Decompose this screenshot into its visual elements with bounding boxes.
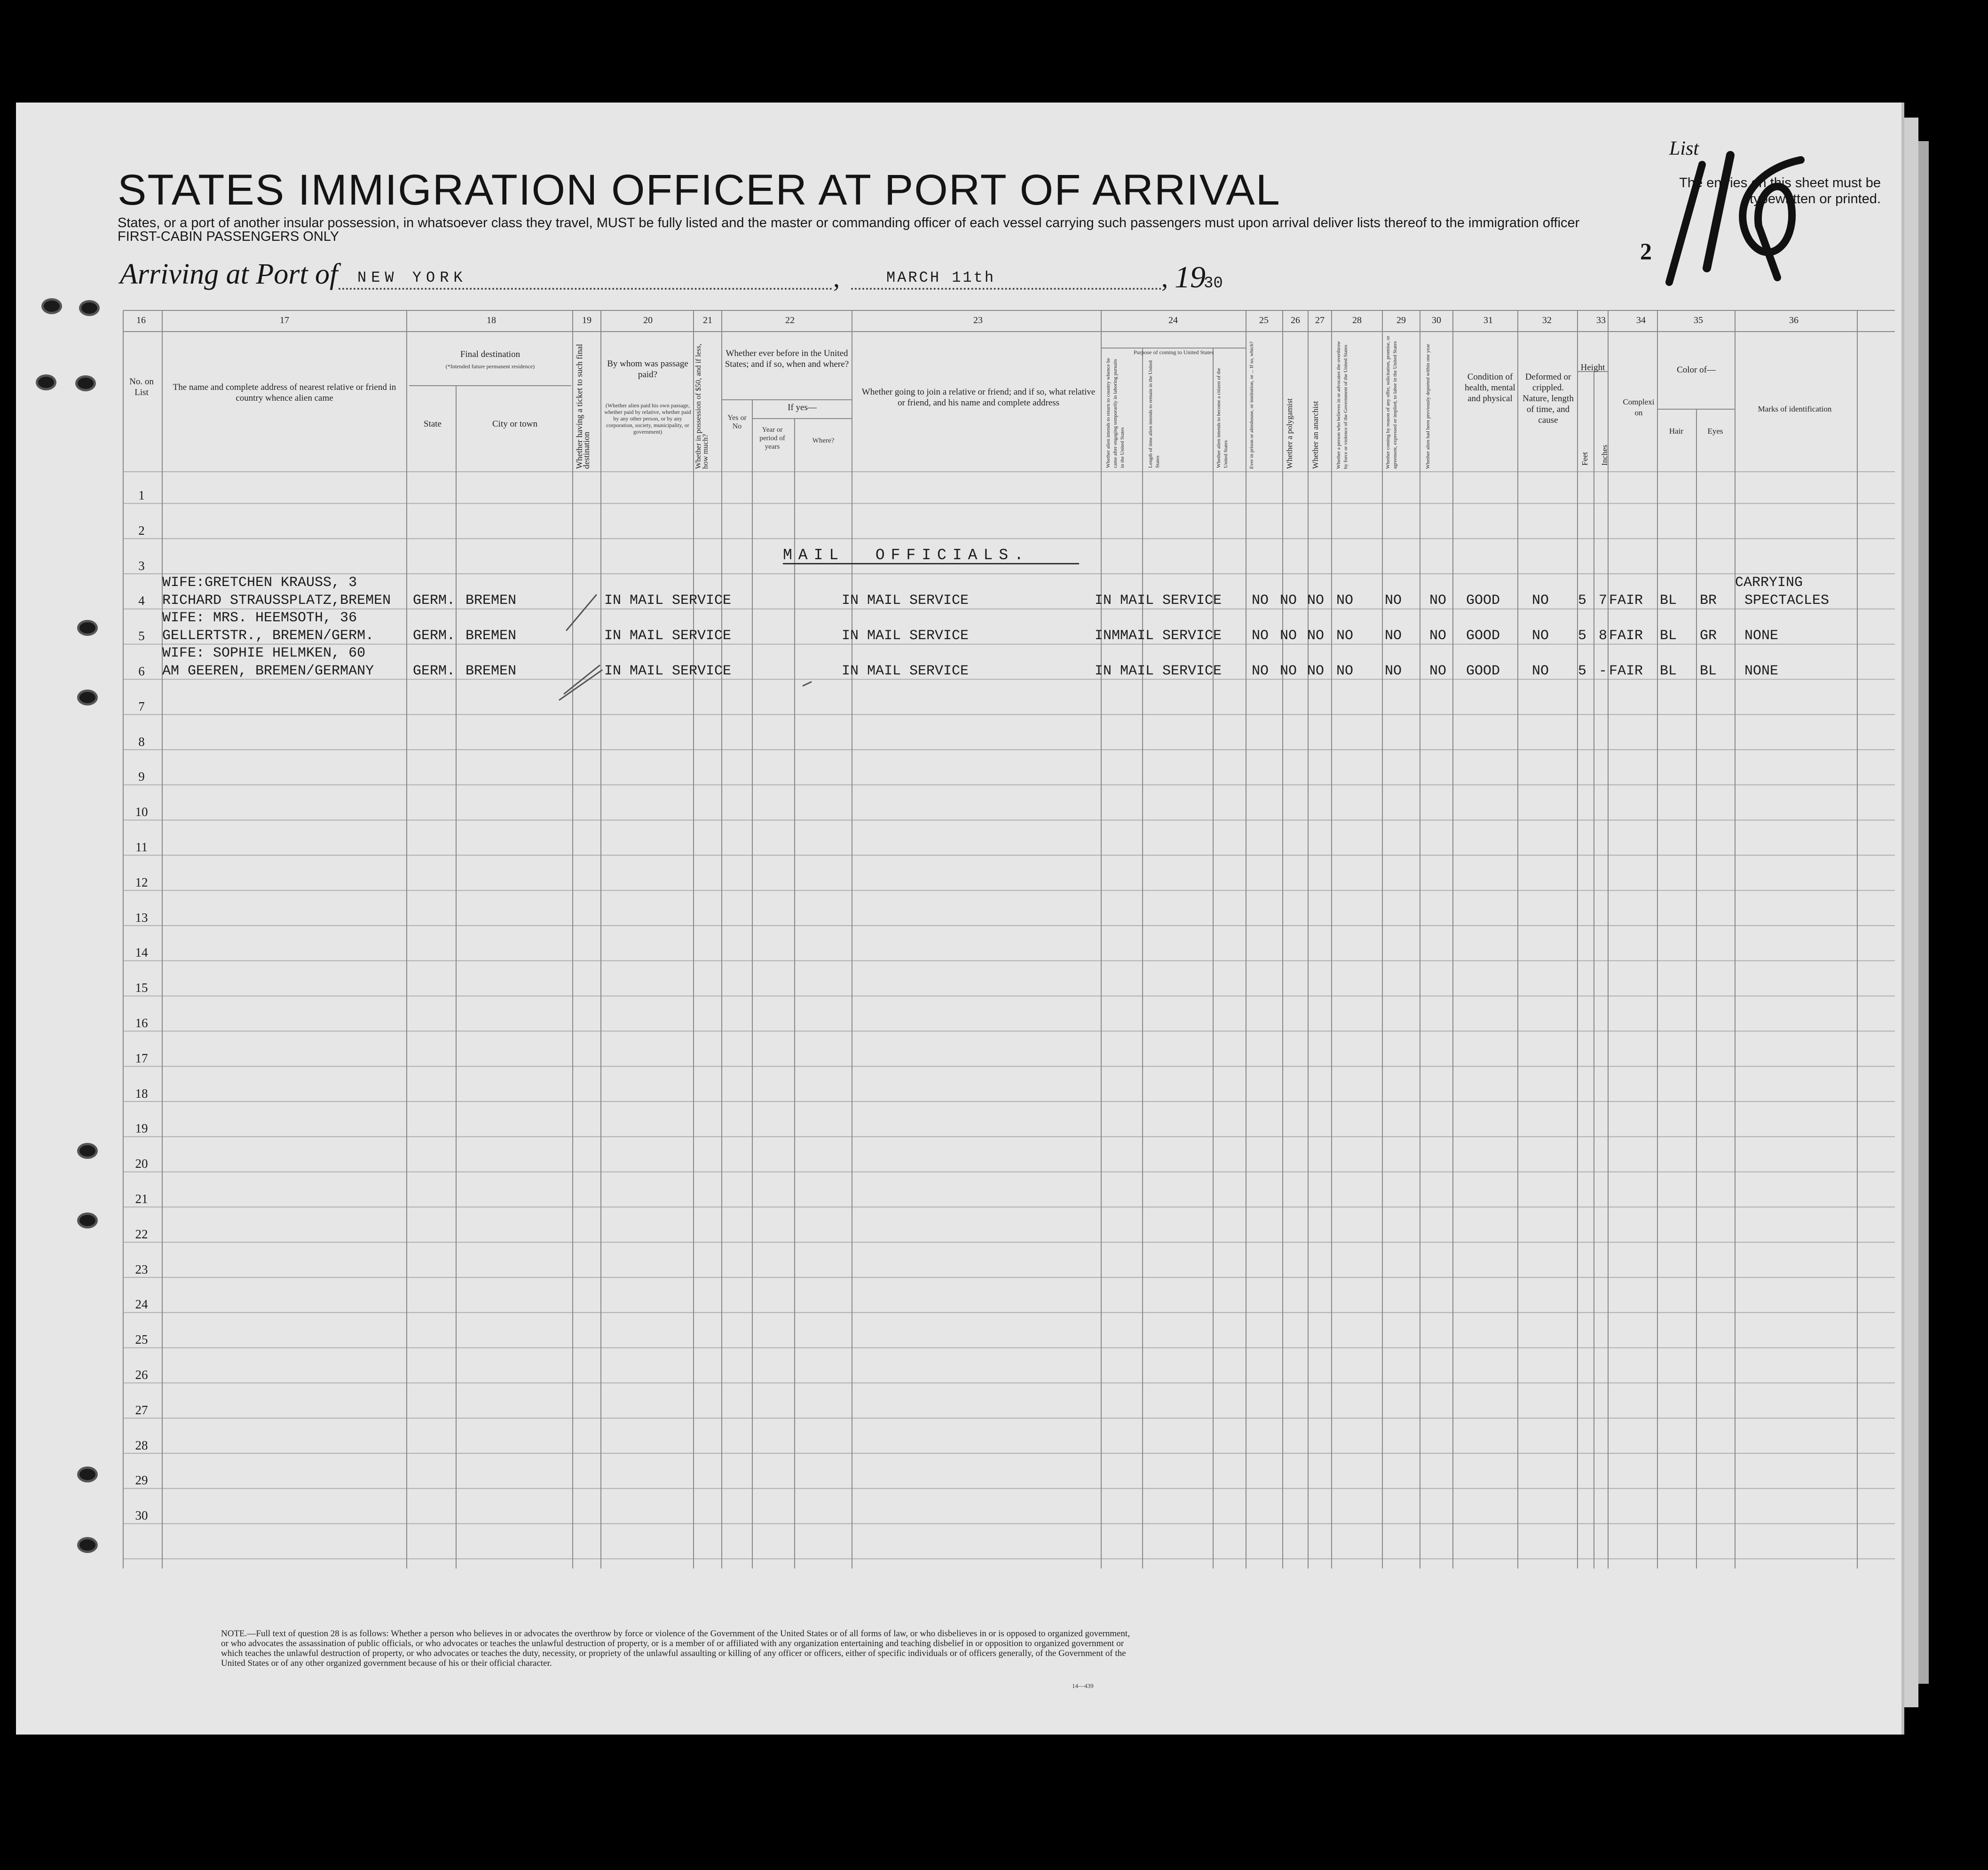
height-feet: 5 [1578,628,1587,644]
column-number: 36 [1789,315,1799,325]
deported-answer: NO [1429,663,1447,679]
header-joining-relative: Whether going to join a relative or friend; and if so, what relative or friend, and his name and complete address [861,387,1096,408]
column-number: 30 [1432,315,1441,325]
row-number: 8 [138,734,145,749]
row-number: 5 [138,629,145,643]
header-polygamist: Whether a polygamist [1285,398,1294,469]
complexion: FAIR [1609,593,1643,609]
header-no-on-list: No. on List [129,377,154,397]
header-eyes: Eyes [1707,427,1723,436]
anarchist-answer: NO [1307,593,1325,609]
port-value: NEW YORK [357,269,467,286]
header-anarchist: Whether an anarchist [1311,401,1320,469]
deformed: NO [1532,663,1549,679]
comma: , [833,264,840,293]
eye-color: BR [1700,593,1717,609]
prison-answer: NO [1252,663,1269,679]
column-number: 16 [136,315,146,325]
header-complexion: Complexion [1623,397,1655,417]
header-passage-note: (Whether alien paid his own passage, whether paid by relative, whether paid by any other person, or by any corporation, society, municipality, or government) [604,402,691,435]
typewriting-instructions: The entries on this sheet must be typewritten or printed. [1679,175,1881,206]
header-relative-address: The name and complete address of nearest relative or friend in country whence alien came [173,382,396,403]
eye-color: BL [1700,663,1717,679]
row-number: 27 [135,1402,148,1417]
column-number: 25 [1259,315,1269,325]
header-city: City or town [492,419,538,429]
column-number: 21 [703,315,712,325]
column-number: 17 [280,315,289,325]
height-feet: 5 [1578,593,1587,609]
row-number: 23 [135,1262,148,1276]
column-number: 34 [1636,315,1646,325]
comma: , [1161,264,1168,293]
height-inches: 8 [1599,628,1608,644]
year-printed: 19 [1175,260,1206,294]
column-number: 24 [1168,315,1178,325]
labor-offer-answer: NO [1385,628,1402,644]
hair-color: BL [1660,663,1677,679]
header-labor-offer: Whether coming by reason of any offer, solicitation, promise, or agreement, expressed or implied, to labor in the United States [1385,336,1398,469]
column-number: 19 [582,315,592,325]
passage-paid: IN MAIL SERVICE [604,663,732,679]
deported-answer: NO [1429,593,1447,609]
destination-city: BREMEN [465,593,517,609]
column-number: 26 [1291,315,1300,325]
row-number: 30 [135,1508,148,1523]
column-number: 28 [1352,315,1362,325]
joining-relative: IN MAIL SERVICE [842,593,969,609]
joining-relative: IN MAIL SERVICE [842,628,969,644]
health: GOOD [1466,663,1500,679]
header-health: Condition of health, mental and physical [1465,372,1515,404]
marks-line1: CARRYING [1735,575,1803,591]
relative-address: AM GEEREN, BREMEN/GERMANY [162,663,374,679]
overthrow-answer: NO [1336,628,1354,644]
row-number: 28 [135,1438,148,1452]
purpose-of-coming: IN MAIL SERVICE [1095,663,1222,679]
row-number: 19 [135,1121,148,1136]
header-state: State [424,419,442,429]
header-final-destination-note: (*Intended future permanent residence) [445,363,535,370]
list-number: 2 [1640,238,1652,264]
marks-of-identification: NONE [1744,628,1779,644]
row-number: 18 [135,1086,148,1101]
header-purpose-citizen: Whether alien intends to become a citizen of the United States [1216,368,1229,468]
height-inches: - [1599,663,1608,679]
row-number: 12 [135,875,148,889]
row-number: 11 [135,840,148,854]
relative-name: WIFE: SOPHIE HELMKEN, 60 [162,645,366,661]
hair-color: BL [1660,628,1677,644]
form-title: STATES IMMIGRATION OFFICER AT PORT OF ARRIVAL [118,166,1281,214]
row-number: 17 [135,1051,148,1065]
column-number: 32 [1542,315,1552,325]
section-heading: MAIL OFFICIALS. [783,547,1030,564]
row-number: 1 [138,488,145,502]
row-number: 2 [138,523,145,538]
column-number: 22 [785,315,795,325]
health: GOOD [1466,628,1500,644]
header-fifty-dollars: Whether in possession of $50, and if less, how much? [694,343,710,469]
header-previously-in-us: Whether ever before in the United States; and if so, when and where? [725,349,849,369]
header-hair: Hair [1669,427,1684,436]
destination-state: GERM. [413,628,456,644]
destination-state: GERM. [413,593,456,609]
eye-color: GR [1700,628,1717,644]
header-ticket: Whether having a ticket to such final destination [575,344,591,469]
complexion: FAIR [1609,628,1643,644]
header-if-yes: If yes— [788,403,817,412]
row-number: 21 [135,1192,148,1206]
column-number: 27 [1315,315,1325,325]
header-purpose-return: Whether alien intends to return to country whence he came after engaging temporarily in laboring pursuits in the United States [1105,358,1125,468]
list-label: List [1669,138,1699,159]
purpose-of-coming: IN MAIL SERVICE [1095,593,1222,609]
form-number: 14—439 [1072,1682,1094,1689]
overthrow-answer: NO [1336,593,1354,609]
header-yes-no: Yes or No [727,414,747,430]
row-number: 25 [135,1332,148,1347]
relative-address: GELLERTSTR., BREMEN/GERM. [162,628,374,644]
header-height: Height [1580,363,1605,372]
header-marks: Marks of identification [1758,404,1832,413]
header-purpose: Purpose of coming to United States [1133,349,1214,356]
anarchist-answer: NO [1307,628,1325,644]
row-number: 20 [135,1157,148,1171]
passage-paid: IN MAIL SERVICE [604,628,732,644]
labor-offer-answer: NO [1385,663,1402,679]
row-number: 16 [135,1016,148,1030]
polygamist-answer: NO [1280,628,1297,644]
row-number: 29 [135,1473,148,1488]
relative-address: RICHARD STRAUSSPLATZ,BREMEN [162,593,391,609]
row-number: 14 [135,945,148,960]
column-number: 29 [1396,315,1406,325]
header-color: Color of— [1677,365,1716,375]
row-number: 6 [138,664,145,678]
column-number: 35 [1694,315,1703,325]
row-number: 7 [138,699,145,713]
health: GOOD [1466,593,1500,609]
polygamist-answer: NO [1280,593,1297,609]
overthrow-answer: NO [1336,663,1354,679]
header-prison: Ever in prison or almshouse, or institution, or ... If so, which? [1249,341,1254,469]
row-number: 3 [138,558,145,573]
column-number: 18 [487,315,496,325]
passage-paid: IN MAIL SERVICE [604,593,732,609]
row-number: 9 [138,769,145,784]
row-number: 26 [135,1368,148,1382]
row-number: 4 [138,594,145,608]
column-number: 20 [643,315,653,325]
row-number: 24 [135,1297,148,1312]
hair-color: BL [1660,593,1677,609]
header-years: Year or period of years [759,426,785,451]
marks-of-identification: NONE [1744,663,1779,679]
deformed: NO [1532,593,1549,609]
footnote: NOTE.—Full text of question 28 is as follows: Whether a person who believes in or advocates the overthrow by force or violence of the Government of the United States or of all forms of law, or who disbelieves in or is opposed to organized government, or who advocates the assassination of public officials, or who advocates or teaches the unlawful destruction of property, or is a member of or affiliated with any organization entertaining and teaching disbelief in or opposition to organized government or which teaches the unlawful destruction of property, or who advocates or teaches the duty, necessity, or propriety of the unlawful assaulting or killing of any officer or officers, either of specific individuals or of officers generally, of the Government of the United States or of any other organized government because of his or their official character. [221,1629,1130,1668]
relative-name: WIFE:GRETCHEN KRAUSS, 3 [162,575,357,591]
row-number: 22 [135,1227,148,1241]
polygamist-answer: NO [1280,663,1297,679]
header-purpose-length: Length of time alien intends to remain in the United States [1148,360,1160,468]
row-number: 13 [135,910,148,925]
column-number: 31 [1483,315,1493,325]
prison-answer: NO [1252,593,1269,609]
column-number: 33 [1596,315,1606,325]
row-number: 10 [135,805,148,819]
height-inches: 7 [1599,593,1608,609]
destination-city: BREMEN [465,663,517,679]
marks-of-identification: SPECTACLES [1744,593,1830,609]
arriving-label: Arriving at Port of [120,258,338,290]
joining-relative: IN MAIL SERVICE [842,663,969,679]
deported-answer: NO [1429,628,1447,644]
height-feet: 5 [1578,663,1587,679]
header-deformed: Deformed or crippled. Nature, length of time, and cause [1523,372,1574,425]
header-final-destination: Final destination [460,349,521,359]
destination-city: BREMEN [465,628,517,644]
header-overthrow: Whether a person who believes in or advocates the overthrow by force or violence of the Government of the United States [1336,341,1349,469]
header-where: Where? [812,437,835,444]
relative-name: WIFE: MRS. HEEMSOTH, 36 [162,610,357,626]
anarchist-answer: NO [1307,663,1325,679]
column-number: 23 [973,315,983,325]
complexion: FAIR [1609,663,1643,679]
date-value: MARCH 11th [886,269,996,286]
purpose-of-coming: INMMAIL SERVICE [1095,628,1222,644]
header-feet: Feet [1580,452,1589,466]
destination-state: GERM. [413,663,456,679]
class-line: FIRST-CABIN PASSENGERS ONLY [118,229,339,244]
header-passage-paid: By whom was passage paid? [607,359,688,380]
prison-answer: NO [1252,628,1269,644]
header-deported: Whether alien had been previously deported within one year [1425,344,1431,469]
row-number: 15 [135,981,148,995]
labor-offer-answer: NO [1385,593,1402,609]
year-typed: 30 [1204,275,1223,293]
deformed: NO [1532,628,1549,644]
header-inches: Inches [1600,444,1609,466]
form-subtitle: States, or a port of another insular possession, in whatsoever class they travel, MUST be fully listed and the master or commanding officer of each vessel carrying such passengers must upon arrival deliver lists thereof to the immigration officer [118,215,1580,230]
